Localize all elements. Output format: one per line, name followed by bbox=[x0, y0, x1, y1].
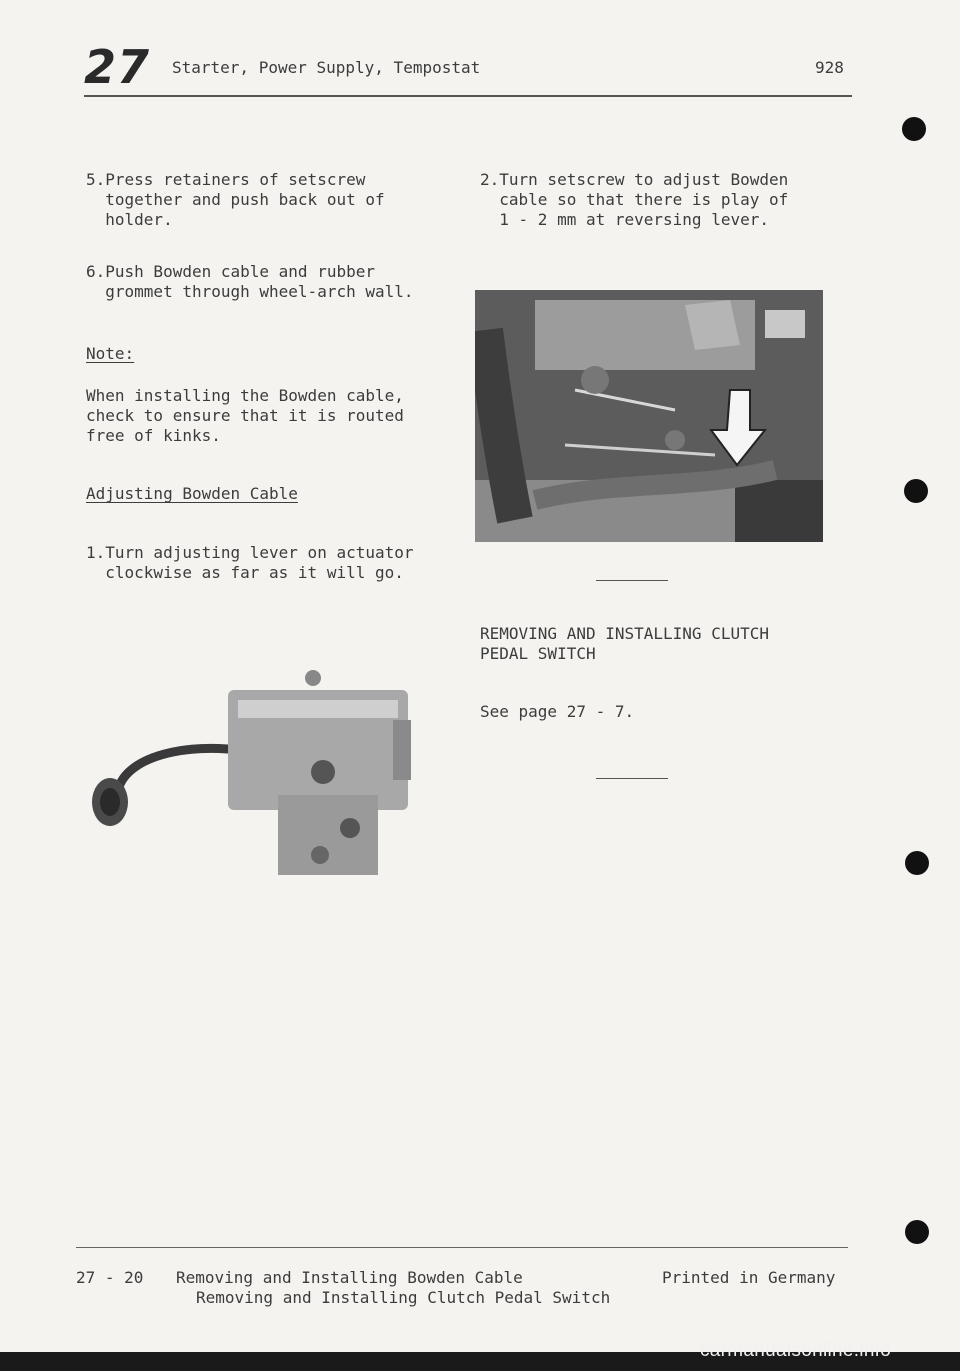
step-5: 5.Press retainers of setscrew together and push back out of holder. bbox=[86, 170, 385, 229]
footer-page-number: 27 - 20 bbox=[76, 1268, 144, 1287]
actuator-photo bbox=[88, 660, 438, 882]
header-title: Starter, Power Supply, Tempostat bbox=[172, 58, 481, 77]
punch-hole bbox=[905, 1220, 929, 1244]
step-6: 6.Push Bowden cable and rubber grommet through wheel-arch wall. bbox=[86, 262, 414, 301]
note-label: Note: bbox=[86, 344, 135, 363]
subheading-adjusting: Adjusting Bowden Cable bbox=[86, 484, 298, 503]
separator-dash bbox=[596, 580, 668, 581]
punch-hole bbox=[905, 851, 929, 875]
punch-hole bbox=[904, 479, 928, 503]
header-model: 928 bbox=[815, 58, 844, 77]
footer-topic-1: Removing and Installing Bowden Cable bbox=[176, 1268, 523, 1287]
step-1: 1.Turn adjusting lever on actuator clockwise as far as it will go. bbox=[86, 543, 414, 582]
footer-topic-2: Removing and Installing Clutch Pedal Switch bbox=[196, 1288, 611, 1307]
punch-hole bbox=[902, 117, 926, 141]
clutch-switch-heading: REMOVING AND INSTALLING CLUTCH PEDAL SWITCH bbox=[480, 624, 769, 663]
footer-rule bbox=[76, 1247, 848, 1248]
engine-bay-photo bbox=[475, 290, 823, 542]
step-2: 2.Turn setscrew to adjust Bowden cable so that there is play of 1 - 2 mm at reversing lever. bbox=[480, 170, 789, 229]
separator-dash bbox=[596, 778, 668, 779]
watermark: carmanualsonline.info bbox=[700, 1340, 892, 1361]
note-text: When installing the Bowden cable, check to ensure that it is routed free of kinks. bbox=[86, 386, 404, 445]
footer-printed: Printed in Germany bbox=[662, 1268, 836, 1287]
section-number: 27 bbox=[84, 40, 151, 94]
header-rule bbox=[84, 95, 852, 97]
see-page-ref: See page 27 - 7. bbox=[480, 702, 635, 721]
